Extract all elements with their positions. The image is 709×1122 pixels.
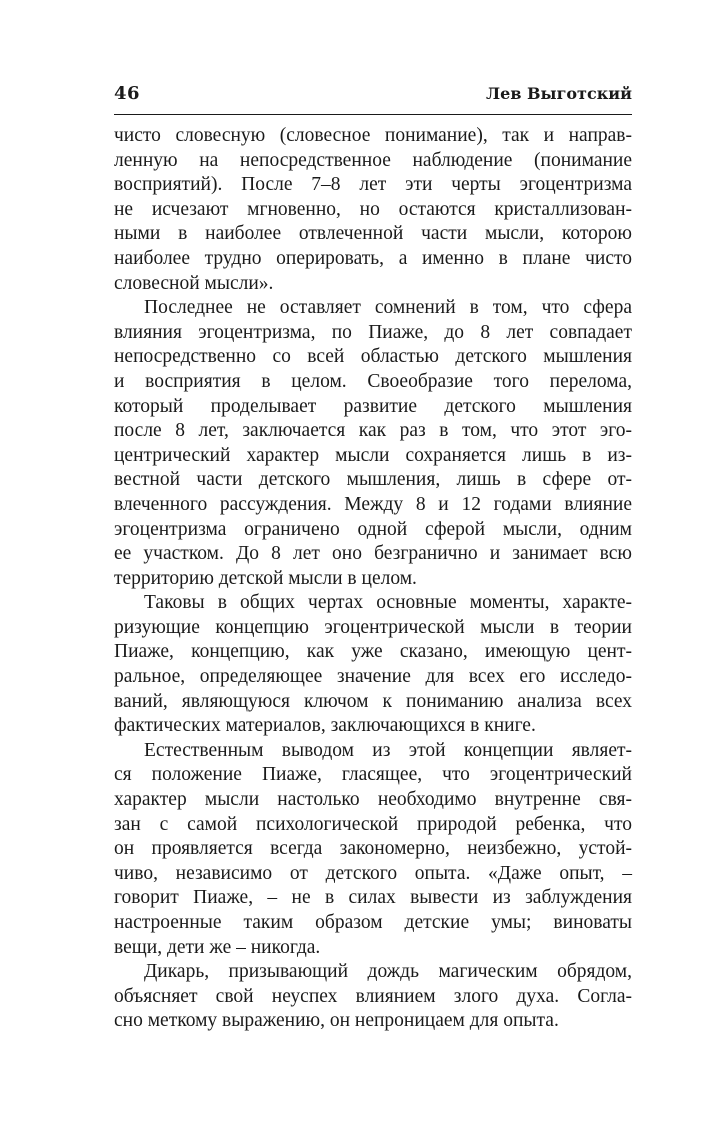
text-line: словесной мысли». — [114, 272, 274, 294]
text-line: вещи, дети же – никогда. — [114, 936, 321, 958]
text-line: после 8 лет, заключается как раз в том, что этот эго- — [114, 420, 632, 442]
text-line: ными в наиболее отвлеченной части мысли, которою — [114, 223, 632, 245]
text-line: восприятий). После 7–8 лет эти черты эгоцентризма — [114, 174, 632, 196]
text-line: центрический характер мысли сохраняется лишь в из- — [114, 444, 632, 466]
text-line: Таковы в общих чертах основные моменты, характе- — [144, 592, 632, 614]
page-header — [114, 83, 632, 111]
body-text — [114, 124, 632, 1034]
text-line: Пиаже, концепцию, как уже сказано, имеющую цент- — [114, 641, 632, 663]
text-line: ральное, определяющее значение для всех его исследо- — [114, 666, 632, 688]
text-line: чисто словесную (словесное понимание), так и направ- — [114, 125, 632, 146]
text-line: говорит Пиаже, – не в силах вывести из заблуждения — [114, 887, 632, 909]
text-line: влеченного рассуждения. Между 8 и 12 годами влияние — [114, 493, 632, 515]
text-line: он проявляется всегда закономерно, неизбежно, устой- — [114, 838, 632, 860]
text-line: Дикарь, призывающий дождь магическим обрядом, — [144, 961, 632, 983]
text-line: который проделывает развитие детского мышления — [114, 395, 632, 417]
paragraph — [114, 124, 632, 296]
text-line: фактических материалов, заключающихся в книге. — [114, 715, 536, 737]
text-line: и восприятия в целом. Своеобразие того перелома, — [114, 370, 632, 392]
text-line: Последнее не оставляет сомнений в том, что сфера — [144, 297, 632, 319]
text-line: эгоцентризма ограничено одной сферой мысли, одним — [114, 518, 632, 540]
text-line: непосредственно со всей областью детского мышления — [114, 346, 632, 368]
text-line: Естественным выводом из этой концепции являет- — [144, 739, 632, 761]
text-line: наиболее трудно оперировать, а именно в плане чисто — [114, 247, 632, 269]
paragraph — [114, 591, 632, 739]
paragraph — [114, 739, 632, 960]
text-line: не исчезают мгновенно, но остаются кристаллизован- — [114, 198, 632, 220]
text-line: сно меткому выражению, он непроницаем для опыта. — [114, 1010, 559, 1032]
text-line: вестной части детского мышления, лишь в сфере от- — [114, 469, 632, 491]
text-line: чиво, независимо от детского опыта. «Даже опыт, – — [114, 862, 632, 884]
text-line: настроенные таким образом детские умы; виноваты — [114, 912, 632, 933]
text-line: ленную на непосредственное наблюдение (понимание — [114, 149, 632, 171]
text-line: объясняет свой неуспех влиянием злого духа. Согла- — [114, 985, 632, 1007]
text-line: ризующие концепцию эгоцентрической мысли в теории — [114, 616, 632, 638]
text-line: влияния эгоцентризма, по Пиаже, до 8 лет совпадает — [114, 321, 632, 343]
text-line: зан с самой психологической природой ребенка, что — [114, 813, 632, 835]
text-line: территорию детской мысли в целом. — [114, 567, 417, 589]
running-title: Лев Выготский — [486, 84, 632, 103]
page-number: 46 — [114, 83, 141, 104]
text-line: ее участком. До 8 лет оно безгранично и занимает всю — [114, 543, 632, 565]
paragraph — [114, 960, 632, 1034]
header-rule — [114, 114, 632, 115]
paragraph — [114, 296, 632, 591]
text-line: характер мысли настолько необходимо внутренне свя- — [114, 789, 632, 811]
text-line: ваний, являющуюся ключом к пониманию анализа всех — [114, 690, 632, 712]
text-line: ся положение Пиаже, гласящее, что эгоцентрический — [114, 764, 632, 786]
